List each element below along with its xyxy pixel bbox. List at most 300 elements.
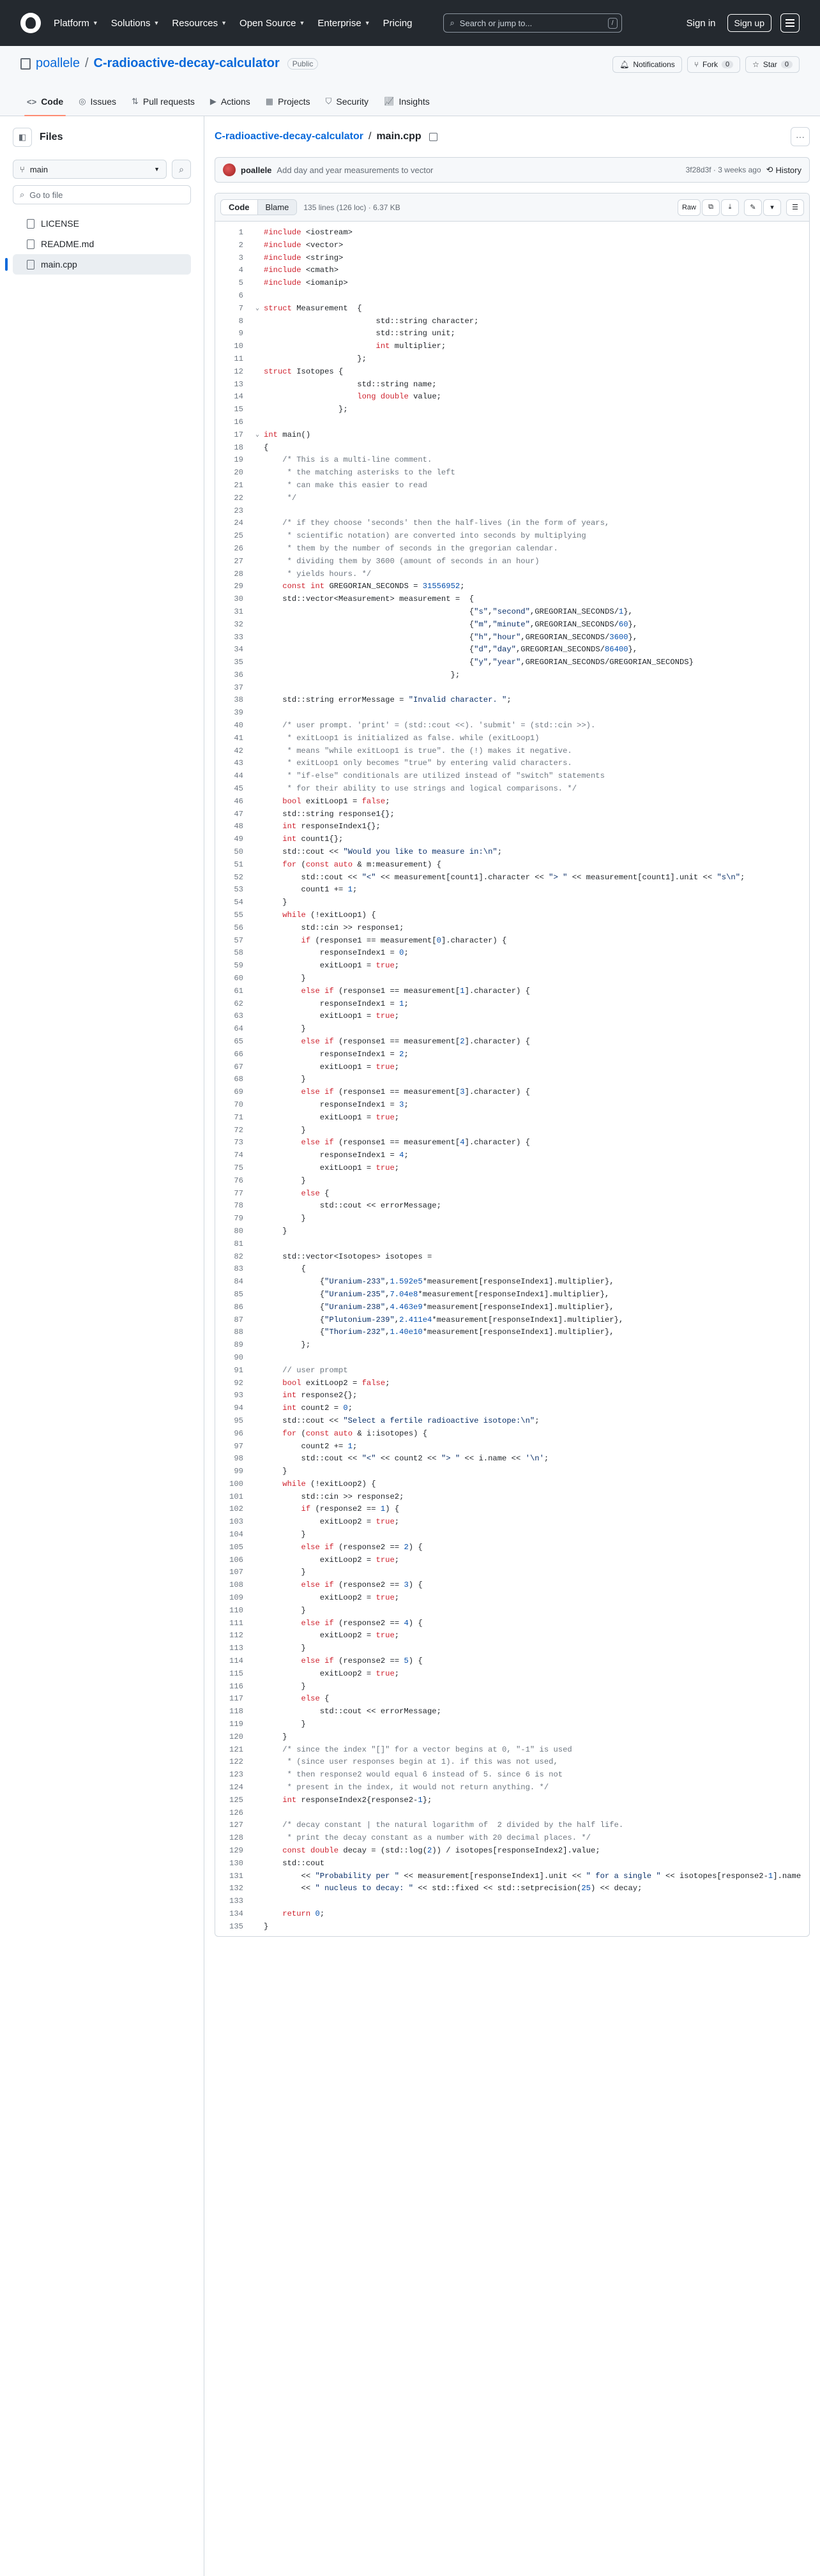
branch-name: main [29, 164, 48, 174]
code-line [215, 1858, 809, 1870]
line-number[interactable]: 57 [234, 936, 243, 945]
line-number[interactable]: 117 [229, 1694, 243, 1704]
sidebar-title: Files [40, 132, 63, 142]
copy-icon[interactable]: ⧉ [702, 199, 720, 216]
line-number[interactable]: 45 [234, 784, 243, 794]
nav-platform[interactable] [54, 18, 98, 29]
branch-selector[interactable] [13, 160, 167, 179]
line-number[interactable]: 126 [229, 1808, 243, 1817]
line-number[interactable]: 81 [234, 1239, 243, 1248]
fold-gutter [251, 1390, 264, 1402]
line-code: }; [264, 1340, 311, 1350]
fold-gutter [251, 1213, 264, 1225]
code-line [215, 1832, 809, 1845]
line-number[interactable]: 134 [229, 1909, 243, 1918]
line-number[interactable]: 125 [229, 1795, 243, 1805]
tab-pull-requests[interactable] [125, 90, 201, 116]
line-number[interactable]: 34 [234, 645, 243, 655]
line-number[interactable]: 119 [229, 1720, 243, 1729]
avatar[interactable] [223, 163, 236, 176]
notifications-label: Notifications [633, 60, 675, 69]
fold-gutter [251, 770, 264, 783]
tab-projects[interactable] [259, 90, 317, 116]
line-number[interactable]: 40 [234, 721, 243, 731]
line-number[interactable]: 76 [234, 1176, 243, 1185]
line-number[interactable]: 19 [234, 455, 243, 465]
nav-solutions[interactable] [111, 18, 160, 29]
line-number[interactable]: 68 [234, 1075, 243, 1084]
fold-gutter [251, 1377, 264, 1390]
line-number[interactable]: 102 [229, 1504, 243, 1514]
commit-meta[interactable]: 3f28d3f · 3 weeks ago [685, 165, 761, 174]
line-code: #include <iostream> [264, 228, 353, 237]
code-line [215, 1390, 809, 1402]
line-number[interactable]: 91 [234, 1365, 243, 1375]
line-number[interactable]: 113 [229, 1644, 243, 1653]
line-number[interactable]: 80 [234, 1226, 243, 1236]
code-line [215, 454, 809, 467]
tab-code[interactable] [20, 90, 70, 116]
search-placeholder: Search or jump to... [459, 18, 533, 28]
line-number[interactable]: 12 [234, 367, 243, 376]
line-code: {"Uranium-238",4.463e9*measurement[responseIndex1].multiplier}, [264, 1302, 614, 1312]
line-number[interactable]: 129 [229, 1846, 243, 1855]
history-button[interactable] [766, 165, 801, 175]
line-code: #include <cmath> [264, 266, 339, 275]
line-number[interactable]: 71 [234, 1112, 243, 1122]
line-number[interactable]: 42 [234, 746, 243, 755]
code-view-button[interactable]: Code [221, 200, 258, 215]
search-icon: ⌕ [450, 18, 455, 27]
line-number[interactable]: 111 [229, 1618, 243, 1628]
tab-insights[interactable] [377, 90, 436, 116]
line-number[interactable]: 29 [234, 582, 243, 591]
line-number[interactable]: 65 [234, 1037, 243, 1046]
line-number[interactable]: 17 [234, 430, 243, 439]
line-code: else if (response1 == measurement[2].character) { [301, 1037, 530, 1046]
line-number[interactable]: 106 [229, 1555, 243, 1565]
line-number[interactable]: 5 [238, 278, 243, 288]
line-number[interactable]: 108 [229, 1580, 243, 1590]
line-number[interactable]: 8 [238, 316, 243, 326]
code-line [215, 1895, 809, 1908]
line-code: * "if-else" conditionals are utilized instead of "switch" statements [264, 771, 605, 781]
line-code: #include <vector> [264, 240, 344, 250]
line-number[interactable]: 123 [229, 1770, 243, 1780]
line-number[interactable]: 4 [238, 266, 243, 275]
sidebar-collapse-icon[interactable]: ◧ [13, 128, 32, 147]
line-number[interactable]: 93 [234, 1391, 243, 1400]
fold-gutter [251, 1782, 264, 1794]
fold-gutter [251, 1744, 264, 1757]
code-line [215, 1542, 809, 1554]
fold-chevron-icon[interactable]: ⌄ [255, 305, 260, 312]
fold-gutter [251, 593, 264, 606]
fold-gutter [251, 1301, 264, 1314]
code-line [215, 315, 809, 328]
line-number[interactable]: 83 [234, 1264, 243, 1274]
line-number[interactable]: 67 [234, 1062, 243, 1072]
line-code: * the matching asterisks to the left [264, 468, 455, 478]
line-number[interactable]: 53 [234, 885, 243, 895]
line-number[interactable]: 47 [234, 809, 243, 819]
line-number[interactable]: 121 [229, 1745, 243, 1754]
line-number[interactable]: 54 [234, 898, 243, 907]
line-code: #include <iomanip> [264, 278, 348, 288]
search-icon[interactable]: ⌕ [172, 160, 191, 179]
line-number[interactable]: 79 [234, 1214, 243, 1224]
code-line [215, 1326, 809, 1339]
line-number[interactable]: 110 [229, 1605, 243, 1615]
line-number[interactable]: 15 [234, 405, 243, 414]
fold-gutter [251, 1579, 264, 1592]
line-number[interactable]: 97 [234, 1441, 243, 1451]
star-button[interactable] [745, 56, 800, 73]
code-line [215, 1845, 809, 1858]
line-code: std::cout << "Would you like to measure in:\n"; [264, 847, 503, 857]
line-code [264, 505, 809, 518]
code-line [215, 1681, 809, 1693]
notifications-button[interactable] [612, 56, 682, 73]
line-number[interactable]: 95 [234, 1416, 243, 1425]
code-line [215, 1819, 809, 1832]
line-number[interactable]: 25 [234, 531, 243, 541]
edit-icon[interactable]: ✎ [744, 199, 762, 216]
line-number[interactable]: 92 [234, 1378, 243, 1388]
line-code: std::string errorMessage = "Invalid character. "; [264, 695, 512, 705]
code-line [215, 1213, 809, 1225]
file-item-license[interactable] [13, 213, 191, 234]
line-number[interactable]: 127 [229, 1821, 243, 1830]
fold-gutter [251, 1542, 264, 1554]
line-number[interactable]: 105 [229, 1542, 243, 1552]
line-number[interactable]: 107 [229, 1568, 243, 1577]
sign-in-link[interactable]: Sign in [686, 17, 716, 29]
code-line [215, 846, 809, 859]
line-number[interactable]: 124 [229, 1783, 243, 1792]
line-number[interactable]: 103 [229, 1517, 243, 1527]
code-line [215, 252, 809, 265]
line-number[interactable]: 69 [234, 1087, 243, 1097]
fold-gutter [251, 1731, 264, 1744]
line-code: {"h","hour",GREGORIAN_SECONDS/3600}, [264, 632, 638, 642]
sign-up-button[interactable]: Sign up [727, 14, 771, 32]
code-line [215, 1149, 809, 1162]
line-number[interactable]: 33 [234, 632, 243, 642]
line-code: if (response2 == 1) { [301, 1504, 400, 1514]
line-number[interactable]: 62 [234, 999, 243, 1008]
fold-gutter [251, 732, 264, 745]
line-number[interactable]: 87 [234, 1315, 243, 1324]
line-number[interactable]: 132 [229, 1884, 243, 1893]
fold-gutter [251, 1794, 264, 1807]
go-to-file-placeholder: Go to file [29, 190, 63, 200]
fold-gutter [251, 859, 264, 872]
file-view [215, 116, 810, 1937]
symbols-panel-icon[interactable]: ☰ [786, 199, 804, 216]
line-number[interactable]: 130 [229, 1858, 243, 1868]
bell-icon: 🔔︎ [619, 60, 630, 69]
line-number[interactable]: 104 [229, 1530, 243, 1540]
line-number[interactable]: 88 [234, 1328, 243, 1337]
line-number[interactable]: 131 [229, 1871, 243, 1881]
code-line [215, 1125, 809, 1137]
fold-gutter [251, 1428, 264, 1441]
line-number[interactable]: 21 [234, 480, 243, 490]
code-line [215, 606, 809, 619]
line-number[interactable]: 109 [229, 1593, 243, 1603]
line-number[interactable]: 37 [234, 683, 243, 692]
line-number[interactable]: 96 [234, 1428, 243, 1438]
line-code: exitLoop2 = true; [264, 1555, 400, 1565]
code-line [215, 757, 809, 770]
line-number[interactable]: 2 [238, 240, 243, 250]
line-number[interactable]: 26 [234, 543, 243, 553]
line-number[interactable]: 122 [229, 1757, 243, 1767]
file-list [0, 213, 204, 275]
fold-gutter [251, 1023, 264, 1036]
repo-name-link[interactable]: C-radioactive-decay-calculator [93, 56, 280, 70]
line-number[interactable]: 11 [234, 354, 243, 363]
line-number[interactable]: 118 [229, 1707, 243, 1716]
line-code [264, 1238, 809, 1251]
fold-gutter [251, 1756, 264, 1769]
line-number[interactable]: 101 [229, 1492, 243, 1501]
line-number[interactable]: 133 [229, 1897, 243, 1906]
line-number[interactable]: 3 [238, 253, 243, 262]
fold-gutter [251, 707, 264, 720]
line-number[interactable]: 128 [229, 1833, 243, 1843]
line-code: std::vector<Measurement> measurement = { [264, 595, 475, 604]
line-number[interactable]: 41 [234, 733, 243, 743]
blame-view-button[interactable]: Blame [258, 200, 297, 215]
raw-button[interactable]: Raw [678, 199, 701, 216]
go-to-file-input[interactable] [13, 185, 191, 204]
line-number[interactable]: 51 [234, 860, 243, 869]
code-line [215, 391, 809, 404]
code-line [215, 1263, 809, 1276]
line-number[interactable]: 39 [234, 708, 243, 718]
line-number[interactable]: 60 [234, 974, 243, 983]
repo-owner-link[interactable]: poallele [36, 56, 80, 70]
code-line [215, 505, 809, 518]
line-code: while (!exitLoop2) { [282, 1479, 376, 1489]
line-number[interactable]: 49 [234, 835, 243, 844]
line-number[interactable]: 50 [234, 847, 243, 857]
code-line [215, 1769, 809, 1782]
line-number[interactable]: 24 [234, 519, 243, 528]
line-number[interactable]: 82 [234, 1252, 243, 1261]
code-line [215, 1921, 809, 1934]
line-number[interactable]: 27 [234, 556, 243, 566]
line-number[interactable]: 38 [234, 695, 243, 705]
nav-resources[interactable] [172, 18, 227, 29]
nav-enterprise[interactable] [317, 18, 370, 29]
line-number[interactable]: 63 [234, 1011, 243, 1021]
breadcrumb-repo-link[interactable]: C-radioactive-decay-calculator [215, 131, 363, 142]
repo-header [0, 46, 820, 116]
code-line [215, 669, 809, 682]
line-number[interactable]: 84 [234, 1277, 243, 1287]
code-line [215, 1377, 809, 1390]
line-number[interactable]: 22 [234, 493, 243, 503]
line-number[interactable]: 89 [234, 1340, 243, 1350]
line-number[interactable]: 115 [229, 1669, 243, 1678]
line-number[interactable]: 46 [234, 796, 243, 806]
file-meta: 135 lines (126 loc) · 6.37 KB [303, 202, 400, 212]
line-number[interactable]: 18 [234, 443, 243, 452]
shield-icon: ⛉ [325, 96, 332, 106]
nav-pricing[interactable] [383, 18, 413, 29]
code-line [215, 1339, 809, 1352]
line-number[interactable]: 31 [234, 607, 243, 616]
line-number[interactable]: 32 [234, 619, 243, 629]
line-number[interactable]: 10 [234, 342, 243, 351]
code-toolbar [215, 193, 809, 222]
line-number[interactable]: 135 [229, 1921, 243, 1931]
line-code: int responseIndex1{}; [282, 822, 381, 831]
line-number[interactable]: 100 [229, 1479, 243, 1489]
line-number[interactable]: 99 [234, 1467, 243, 1476]
line-number[interactable]: 85 [234, 1289, 243, 1299]
line-code: * them by the number of seconds in the gregorian calendar. [264, 543, 558, 553]
line-number[interactable]: 20 [234, 468, 243, 478]
line-number[interactable]: 43 [234, 759, 243, 768]
code-line [215, 1579, 809, 1592]
line-number[interactable]: 75 [234, 1163, 243, 1172]
download-icon[interactable]: ⤓ [721, 199, 739, 216]
line-number[interactable]: 14 [234, 392, 243, 402]
line-number[interactable]: 44 [234, 771, 243, 781]
line-code: } [264, 1644, 306, 1653]
fork-button[interactable] [687, 56, 740, 73]
line-code [264, 416, 809, 429]
line-code: {"s","second",GREGORIAN_SECONDS/1}, [264, 607, 633, 616]
commit-author[interactable]: poallele [241, 165, 272, 175]
line-number[interactable]: 74 [234, 1151, 243, 1160]
tab-security[interactable] [319, 90, 375, 116]
line-number[interactable]: 90 [234, 1352, 243, 1362]
line-number[interactable]: 56 [234, 923, 243, 932]
line-number[interactable]: 7 [238, 303, 243, 313]
line-number[interactable]: 30 [234, 595, 243, 604]
more-options-icon[interactable]: ··· [791, 127, 810, 146]
line-number[interactable]: 94 [234, 1404, 243, 1413]
line-number[interactable]: 61 [234, 986, 243, 996]
code-line [215, 1782, 809, 1794]
line-number[interactable]: 13 [234, 379, 243, 389]
code-line [215, 543, 809, 556]
line-number[interactable]: 9 [238, 329, 243, 338]
tab-issues[interactable] [72, 90, 123, 116]
graph-icon: 📈︎ [383, 96, 395, 106]
tab-actions[interactable] [204, 90, 257, 116]
line-number[interactable]: 98 [234, 1454, 243, 1464]
line-code: std::string response1{}; [264, 809, 395, 819]
line-number[interactable]: 73 [234, 1138, 243, 1148]
line-number[interactable]: 116 [229, 1681, 243, 1691]
line-number[interactable]: 48 [234, 822, 243, 831]
line-code: /* if they choose 'seconds' then the half-lives (in the form of years, [264, 519, 610, 528]
github-logo-icon[interactable] [20, 13, 41, 33]
chevron-down-icon: ▼ [153, 20, 160, 26]
line-number[interactable]: 6 [238, 291, 243, 300]
chevron-down-icon[interactable]: ▾ [763, 199, 781, 216]
fold-gutter [251, 1769, 264, 1782]
line-number[interactable]: 70 [234, 1100, 243, 1109]
code-line [215, 1718, 809, 1731]
line-number[interactable]: 28 [234, 569, 243, 579]
fold-gutter [251, 1289, 264, 1301]
tab-label: Pull requests [142, 96, 195, 107]
tab-label: Projects [278, 96, 310, 107]
line-number[interactable]: 58 [234, 948, 243, 958]
line-number[interactable]: 1 [238, 228, 243, 237]
line-number[interactable]: 35 [234, 658, 243, 667]
fold-chevron-icon[interactable]: ⌄ [255, 431, 260, 439]
line-number[interactable]: 86 [234, 1302, 243, 1312]
line-code: } [264, 1075, 306, 1084]
line-code: std::cout << errorMessage; [264, 1201, 441, 1211]
line-number[interactable]: 64 [234, 1024, 243, 1034]
nav-open-source[interactable] [239, 18, 305, 29]
line-number[interactable]: 16 [234, 417, 243, 427]
fold-gutter [251, 682, 264, 695]
line-code: {"y","year",GREGORIAN_SECONDS/GREGORIAN_SECONDS} [264, 658, 694, 667]
line-code: } [264, 1125, 306, 1135]
code-line [215, 897, 809, 909]
line-number[interactable]: 66 [234, 1049, 243, 1059]
global-search-input[interactable] [443, 13, 622, 33]
code-line [215, 656, 809, 669]
line-number[interactable]: 23 [234, 506, 243, 515]
chevron-down-icon: ▼ [154, 166, 160, 172]
file-item-readme[interactable] [13, 234, 191, 254]
fold-gutter [251, 1566, 264, 1579]
line-number[interactable]: 55 [234, 911, 243, 920]
fork-label: Fork [702, 60, 718, 69]
line-number[interactable]: 112 [229, 1631, 243, 1640]
line-number[interactable]: 59 [234, 961, 243, 971]
line-number[interactable]: 72 [234, 1125, 243, 1135]
line-number[interactable]: 52 [234, 872, 243, 882]
line-number[interactable]: 114 [229, 1656, 243, 1666]
code-line [215, 1807, 809, 1820]
code-line [215, 480, 809, 492]
line-code [264, 682, 809, 695]
copy-path-icon[interactable] [429, 133, 437, 141]
line-code [264, 707, 809, 720]
line-code: }; [264, 405, 348, 414]
line-code: * print the decay constant as a number with 20 decimal places. */ [264, 1833, 591, 1843]
file-name: README.md [41, 239, 95, 249]
code-line [215, 632, 809, 644]
line-code: exitLoop2 = true; [264, 1593, 400, 1603]
fold-gutter [251, 1036, 264, 1049]
menu-icon[interactable] [780, 13, 800, 33]
line-number[interactable]: 120 [229, 1732, 243, 1741]
fold-gutter [251, 821, 264, 833]
line-number[interactable]: 77 [234, 1188, 243, 1198]
repo-title-separator: / [84, 56, 89, 70]
line-number[interactable]: 36 [234, 670, 243, 679]
play-icon: ▶ [209, 96, 216, 106]
file-item-main-cpp[interactable] [13, 254, 191, 275]
line-number[interactable]: 78 [234, 1201, 243, 1211]
commit-message[interactable]: Add day and year measurements to vector [277, 165, 434, 175]
fold-gutter [251, 935, 264, 948]
visibility-badge: Public [287, 58, 319, 70]
